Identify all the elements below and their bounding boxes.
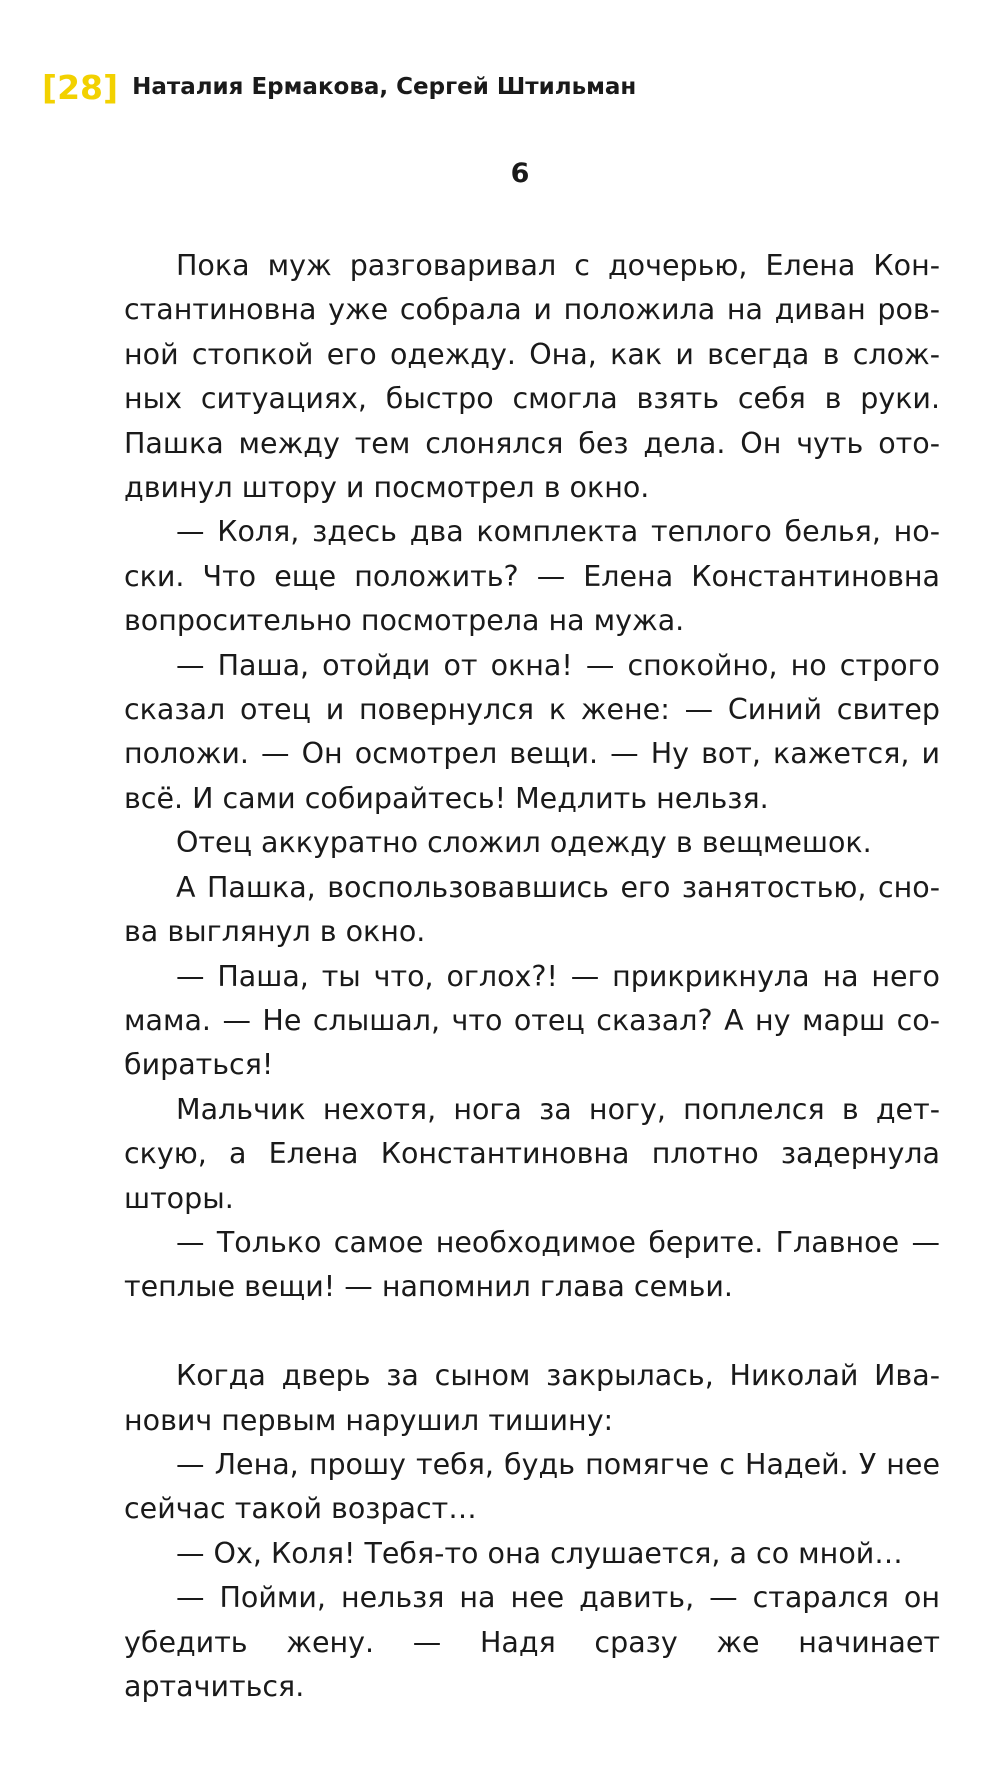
paragraph-7: Мальчик нехотя, нога за ногу, поплелся в детскую, а Елена Константиновна плотно задернула шторы.	[124, 1092, 940, 1215]
paragraph-8: — Только самое необходимое берите. Главное — теплые вещи! — напомнил глава семьи.	[124, 1225, 940, 1304]
paragraph-2: — Коля, здесь два комплекта теплого белья, носки. Что еще положить? — Елена Константиновна вопросительно посмотрела на мужа.	[124, 515, 940, 638]
text-body	[124, 244, 940, 1709]
running-header	[42, 62, 636, 112]
page-number: [28]	[42, 67, 119, 107]
section-break	[124, 1310, 940, 1354]
header-authors: Наталия Ермакова, Сергей Штильман	[132, 74, 637, 100]
chapter-number: 6	[510, 158, 530, 189]
paragraph-6: — Паша, ты что, оглох?! — прикрикнула на него мама. — Не слышал, что отец сказал? А ну марш собираться!	[124, 959, 940, 1082]
paragraph-10: — Лена, прошу тебя, будь помягче с Надей. У нее сейчас такой возраст…	[124, 1447, 940, 1526]
paragraph-12: — Пойми, нельзя на нее давить, — старался он убедить жену. — Надя сразу же начинает артачиться.	[124, 1581, 940, 1703]
paragraph-11: — Ох, Коля! Тебя-то она слушается, а со мной…	[176, 1536, 903, 1570]
paragraph-1: Пока муж разговаривал с дочерью, Елена Константиновна уже собрала и положила на диван ровной стопкой его одежду. Она, как и всегда в сложных ситуациях, быстро смогла взять себя в руки. Пашка между тем слонялся без дела. Он чуть отодвинул штору и посмотрел в окно.	[124, 249, 940, 505]
paragraph-3: — Паша, отойди от окна! — спокойно, но строго сказал отец и повернулся к жене: — Синий свитер положи. — Он осмотрел вещи. — Ну вот, кажется, и всё. И сами собирайтесь! Медлить нельзя.	[124, 648, 940, 815]
paragraph-5: А Пашка, воспользовавшись его занятостью, снова выглянул в окно.	[124, 870, 940, 949]
paragraph-9: Когда дверь за сыном закрылась, Николай Иванович первым нарушил тишину:	[124, 1359, 940, 1437]
paragraph-4: Отец аккуратно сложил одежду в вещмешок.	[176, 826, 872, 860]
